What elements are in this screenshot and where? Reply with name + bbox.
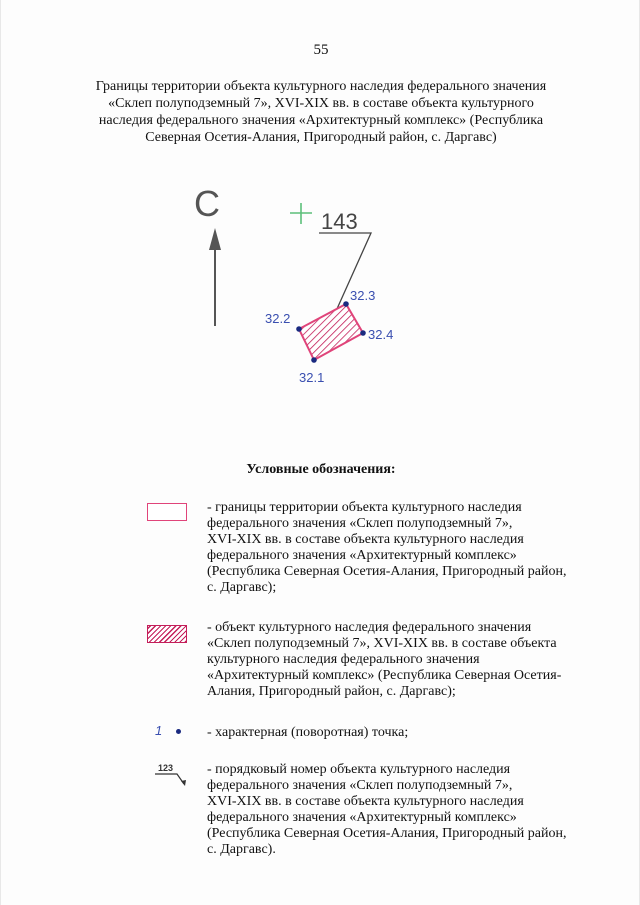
turning-point-32-3 (343, 301, 349, 307)
north-arrow-head-icon (209, 228, 221, 250)
legend-line: XVI-XIX вв. в составе объекта культурного наследия (207, 532, 524, 547)
point-label: 32.3 (350, 288, 376, 303)
legend-line: «Архитектурный комплекс» (Республика Северная Осетия- (207, 668, 562, 683)
legend-line: федерального значения «Архитектурный комплекс» (207, 810, 517, 825)
legend-line: (Республика Северная Осетия-Алания, Пригородный район, (207, 564, 567, 579)
legend-title: Условные обозначения: (246, 462, 396, 477)
site-map (1, 0, 640, 420)
legend-line: федерального значения «Склеп полуподземный 7», (207, 516, 513, 531)
legend-line: культурного наследия федерального значения (207, 652, 480, 667)
number-leader-icon (151, 762, 191, 788)
legend-line: - границы территории объекта культурного наследия (207, 500, 522, 515)
legend-line: - характерная (поворотная) точка; (207, 725, 409, 740)
legend-line: федерального значения «Архитектурный комплекс» (207, 548, 517, 563)
turning-point-32-2 (296, 326, 302, 332)
point-symbol-label: 1 (155, 723, 163, 738)
legend-text (207, 725, 607, 741)
number-symbol-label: 123 (158, 763, 174, 773)
legend-line: Алания, Пригородный район, с. Даргавс); (207, 684, 456, 699)
legend-line: «Склеп полуподземный 7», XVI-XIX вв. в составе объекта (207, 636, 557, 651)
legend-line: - объект культурного наследия федерального значения (207, 620, 532, 635)
page-number: 55 (313, 42, 329, 58)
title-line: Границы территории объекта культурного наследия федерального значения (95, 79, 547, 94)
point-label: 32.2 (265, 311, 291, 326)
hatch-swatch (147, 625, 187, 643)
point-label: 32.4 (368, 327, 394, 342)
green-cross-icon (290, 203, 312, 224)
turning-point-32-4 (360, 330, 366, 336)
north-arrow (194, 183, 221, 326)
point-label: 32.1 (299, 370, 325, 385)
turning-point-symbol (155, 723, 181, 738)
legend-text (207, 620, 607, 700)
boundary-swatch (147, 503, 187, 521)
legend-line: (Республика Северная Осетия-Алания, Пригородный район, (207, 826, 567, 841)
legend-line: с. Даргавс). (207, 842, 276, 857)
object-number-label: 143 (321, 209, 358, 234)
title-line: Северная Осетия-Алания, Пригородный район, с. Даргавс) (145, 130, 497, 145)
legend-line: федерального значения «Склеп полуподземный 7», (207, 778, 513, 793)
object-boundary-polygon (299, 304, 363, 360)
turning-point-32-1 (311, 357, 317, 363)
legend-text (207, 762, 607, 858)
legend-line: с. Даргавс); (207, 580, 277, 595)
north-label: С (194, 183, 220, 224)
legend-text (207, 500, 607, 596)
title-line: наследия федерального значения «Архитектурный комплекс» (Республика (98, 113, 544, 128)
title-line: «Склеп полуподземный 7», XVI-XIX вв. в составе объекта культурного (108, 96, 534, 111)
legend-line: XVI-XIX вв. в составе объекта культурного наследия (207, 794, 524, 809)
point-dot-icon (176, 729, 181, 734)
legend-line: - порядковый номер объекта культурного наследия (207, 762, 511, 777)
